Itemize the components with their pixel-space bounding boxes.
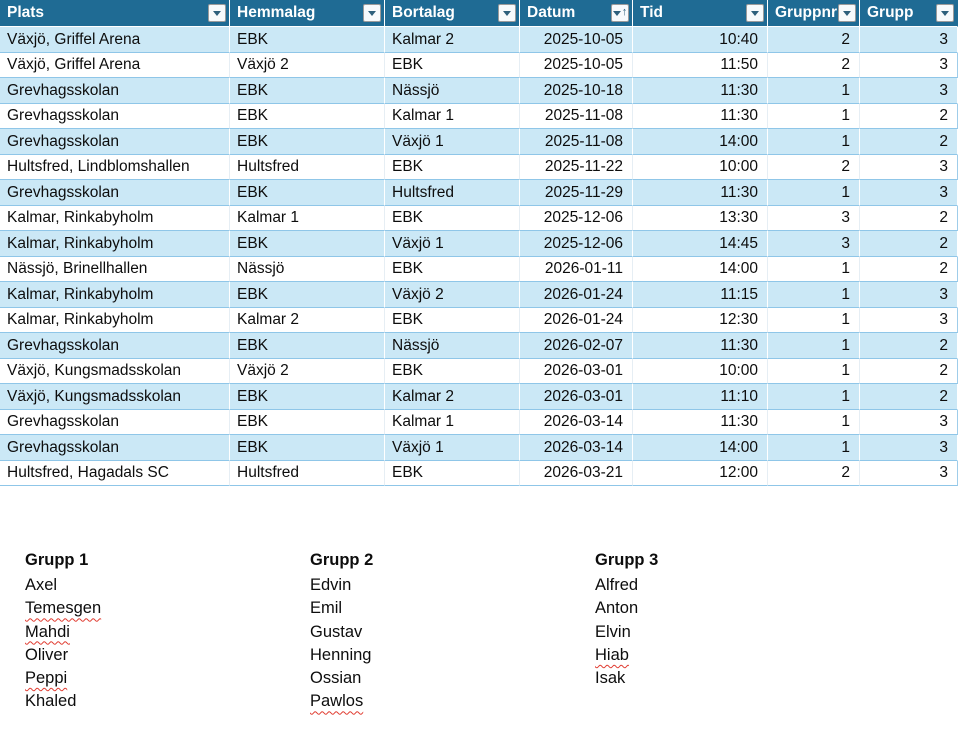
filter-dropdown-button[interactable] xyxy=(363,4,381,22)
misspelled-word: Temesgen xyxy=(25,599,102,618)
cell-gruppnr[interactable]: 1 xyxy=(768,282,860,308)
cell-hemmalag[interactable]: EBK xyxy=(230,410,385,436)
misspelled-word: Peppi xyxy=(25,669,68,688)
cell-tid[interactable]: 10:00 xyxy=(633,359,768,385)
cell-bortalag[interactable]: Växjö 2 xyxy=(385,282,520,308)
cell-hemmalag[interactable]: Kalmar 1 xyxy=(230,206,385,232)
player-name: Axel xyxy=(25,576,58,594)
cell-hemmalag[interactable]: EBK xyxy=(230,104,385,130)
table-row xyxy=(0,308,958,334)
cell-bortalag[interactable]: Kalmar 1 xyxy=(385,410,520,436)
filter-dropdown-button[interactable] xyxy=(838,4,856,22)
player-name xyxy=(25,621,310,644)
cell-datum[interactable]: 2025-12-06 xyxy=(520,231,633,257)
cell-datum[interactable]: 2026-01-24 xyxy=(520,308,633,334)
cell-plats[interactable]: Växjö, Griffel Arena xyxy=(0,27,230,53)
cell-tid[interactable]: 11:30 xyxy=(633,180,768,206)
cell-bortalag[interactable]: EBK xyxy=(385,308,520,334)
column-header-label: Grupp xyxy=(867,4,914,22)
table-row xyxy=(0,129,958,155)
player-name: Isak xyxy=(595,669,626,688)
table-row xyxy=(0,231,958,257)
group-title: Grupp 1 xyxy=(25,551,89,569)
player-name xyxy=(25,667,310,690)
column-header-hemmalag[interactable] xyxy=(230,0,385,27)
cell-plats[interactable]: Kalmar, Rinkabyholm xyxy=(0,231,230,257)
cell-bortalag[interactable]: Nässjö xyxy=(385,78,520,104)
sort-ascending-icon: ↑ xyxy=(621,5,628,18)
cell-hemmalag[interactable]: EBK xyxy=(230,180,385,206)
table-row xyxy=(0,78,958,104)
dropdown-arrow-icon xyxy=(843,11,851,16)
cell-bortalag[interactable]: Kalmar 2 xyxy=(385,27,520,53)
cell-grupp[interactable]: 3 xyxy=(860,282,958,308)
cell-datum[interactable]: 2026-03-14 xyxy=(520,410,633,436)
cell-datum[interactable]: 2025-11-08 xyxy=(520,129,633,155)
cell-hemmalag[interactable]: EBK xyxy=(230,231,385,257)
table-row xyxy=(0,155,958,181)
player-groups-section xyxy=(25,548,658,714)
cell-gruppnr[interactable]: 1 xyxy=(768,410,860,436)
cell-bortalag[interactable]: EBK xyxy=(385,359,520,385)
cell-datum[interactable]: 2025-10-05 xyxy=(520,53,633,79)
cell-datum[interactable]: 2025-12-06 xyxy=(520,206,633,232)
cell-bortalag[interactable]: Växjö 1 xyxy=(385,129,520,155)
cell-hemmalag[interactable]: Hultsfred xyxy=(230,461,385,487)
cell-grupp[interactable]: 2 xyxy=(860,231,958,257)
cell-bortalag[interactable]: EBK xyxy=(385,53,520,79)
misspelled-word: Hiab xyxy=(595,645,629,664)
cell-hemmalag[interactable]: EBK xyxy=(230,27,385,53)
table-row xyxy=(0,104,958,130)
cell-plats[interactable]: Grevhagsskolan xyxy=(0,435,230,461)
cell-grupp[interactable]: 3 xyxy=(860,155,958,181)
cell-bortalag[interactable]: Kalmar 1 xyxy=(385,104,520,130)
player-name: Khaled xyxy=(25,692,77,711)
cell-plats[interactable]: Kalmar, Rinkabyholm xyxy=(0,308,230,334)
cell-bortalag[interactable]: EBK xyxy=(385,155,520,181)
player-name: Emil xyxy=(310,599,343,618)
player-name: Anton xyxy=(595,599,639,618)
cell-datum[interactable]: 2026-03-14 xyxy=(520,435,633,461)
cell-gruppnr[interactable]: 1 xyxy=(768,180,860,206)
player-name xyxy=(25,597,310,620)
cell-plats[interactable]: Grevhagsskolan xyxy=(0,410,230,436)
cell-datum[interactable]: 2025-10-05 xyxy=(520,27,633,53)
table-row xyxy=(0,435,958,461)
cell-tid[interactable]: 12:30 xyxy=(633,308,768,334)
group-3-list xyxy=(595,548,658,714)
cell-grupp[interactable]: 2 xyxy=(860,257,958,283)
cell-gruppnr[interactable]: 1 xyxy=(768,435,860,461)
cell-hemmalag[interactable]: EBK xyxy=(230,384,385,410)
cell-grupp[interactable]: 2 xyxy=(860,333,958,359)
dropdown-arrow-icon xyxy=(503,11,511,16)
cell-gruppnr[interactable]: 3 xyxy=(768,231,860,257)
cell-grupp[interactable]: 3 xyxy=(860,53,958,79)
cell-plats[interactable]: Växjö, Griffel Arena xyxy=(0,53,230,79)
column-header-gruppnr[interactable] xyxy=(768,0,860,27)
cell-gruppnr[interactable]: 2 xyxy=(768,155,860,181)
column-header-label: Plats xyxy=(7,4,45,22)
column-header-plats[interactable] xyxy=(0,0,230,27)
cell-bortalag[interactable]: EBK xyxy=(385,257,520,283)
cell-hemmalag[interactable]: Hultsfred xyxy=(230,155,385,181)
misspelled-word: Pawlos xyxy=(310,692,364,711)
cell-plats[interactable]: Kalmar, Rinkabyholm xyxy=(0,206,230,232)
cell-tid[interactable]: 11:30 xyxy=(633,78,768,104)
cell-plats[interactable]: Grevhagsskolan xyxy=(0,333,230,359)
filter-dropdown-button[interactable] xyxy=(498,4,516,22)
cell-grupp[interactable]: 2 xyxy=(860,104,958,130)
column-header-bortalag[interactable] xyxy=(385,0,520,27)
cell-hemmalag[interactable]: EBK xyxy=(230,333,385,359)
group-title: Grupp 2 xyxy=(310,551,374,569)
cell-grupp[interactable]: 3 xyxy=(860,435,958,461)
table-header-row xyxy=(0,0,958,27)
cell-tid[interactable]: 14:00 xyxy=(633,257,768,283)
player-name: Gustav xyxy=(310,622,363,641)
cell-plats[interactable]: Växjö, Kungsmadsskolan xyxy=(0,384,230,410)
cell-datum[interactable]: 2026-01-24 xyxy=(520,282,633,308)
cell-tid[interactable]: 11:10 xyxy=(633,384,768,410)
column-header-label: Datum xyxy=(527,4,576,22)
cell-gruppnr[interactable]: 1 xyxy=(768,333,860,359)
cell-grupp[interactable]: 2 xyxy=(860,129,958,155)
cell-grupp[interactable]: 2 xyxy=(860,206,958,232)
cell-plats[interactable]: Grevhagsskolan xyxy=(0,78,230,104)
cell-datum[interactable]: 2025-11-22 xyxy=(520,155,633,181)
cell-tid[interactable]: 10:40 xyxy=(633,27,768,53)
cell-grupp[interactable]: 3 xyxy=(860,78,958,104)
table-row xyxy=(0,461,958,487)
cell-plats[interactable]: Växjö, Kungsmadsskolan xyxy=(0,359,230,385)
cell-gruppnr[interactable]: 1 xyxy=(768,104,860,130)
cell-bortalag[interactable]: Växjö 1 xyxy=(385,435,520,461)
cell-plats[interactable]: Hultsfred, Hagadals SC xyxy=(0,461,230,487)
cell-plats[interactable]: Grevhagsskolan xyxy=(0,104,230,130)
misspelled-word: Mahdi xyxy=(25,622,70,641)
cell-tid[interactable]: 10:00 xyxy=(633,155,768,181)
cell-plats[interactable]: Kalmar, Rinkabyholm xyxy=(0,282,230,308)
cell-tid[interactable]: 13:30 xyxy=(633,206,768,232)
cell-hemmalag[interactable]: EBK xyxy=(230,282,385,308)
cell-datum[interactable]: 2025-11-08 xyxy=(520,104,633,130)
cell-hemmalag[interactable]: EBK xyxy=(230,129,385,155)
column-header-label: Tid xyxy=(640,4,663,22)
cell-grupp[interactable]: 3 xyxy=(860,410,958,436)
cell-plats[interactable]: Hultsfred, Lindblomshallen xyxy=(0,155,230,181)
cell-grupp[interactable]: 3 xyxy=(860,27,958,53)
cell-bortalag[interactable]: Växjö 1 xyxy=(385,231,520,257)
table-row xyxy=(0,180,958,206)
cell-hemmalag[interactable]: Växjö 2 xyxy=(230,359,385,385)
cell-datum[interactable]: 2026-01-11 xyxy=(520,257,633,283)
player-name xyxy=(310,690,595,713)
cell-hemmalag[interactable]: Växjö 2 xyxy=(230,53,385,79)
cell-gruppnr[interactable]: 1 xyxy=(768,129,860,155)
table-row xyxy=(0,384,958,410)
cell-datum[interactable]: 2025-11-29 xyxy=(520,180,633,206)
cell-tid[interactable]: 11:30 xyxy=(633,104,768,130)
cell-gruppnr[interactable]: 2 xyxy=(768,53,860,79)
dropdown-arrow-icon xyxy=(941,11,949,16)
filter-dropdown-button[interactable] xyxy=(746,4,764,22)
cell-grupp[interactable]: 3 xyxy=(860,308,958,334)
cell-bortalag[interactable]: EBK xyxy=(385,461,520,487)
column-header-label: Gruppnr xyxy=(775,4,837,22)
dropdown-arrow-icon xyxy=(751,11,759,16)
filter-dropdown-button[interactable] xyxy=(208,4,226,22)
table-row xyxy=(0,257,958,283)
cell-grupp[interactable]: 2 xyxy=(860,384,958,410)
cell-datum[interactable]: 2026-03-01 xyxy=(520,384,633,410)
cell-gruppnr[interactable]: 1 xyxy=(768,257,860,283)
group-2-list xyxy=(310,548,595,714)
cell-datum[interactable]: 2026-03-01 xyxy=(520,359,633,385)
group-title: Grupp 3 xyxy=(595,551,659,569)
cell-gruppnr[interactable]: 1 xyxy=(768,308,860,334)
cell-hemmalag[interactable]: Kalmar 2 xyxy=(230,308,385,334)
cell-hemmalag[interactable]: EBK xyxy=(230,435,385,461)
cell-gruppnr[interactable]: 2 xyxy=(768,461,860,487)
table-row xyxy=(0,53,958,79)
player-name: Edvin xyxy=(310,576,352,594)
table-row xyxy=(0,27,958,53)
dropdown-arrow-icon xyxy=(368,11,376,16)
cell-bortalag[interactable]: Nässjö xyxy=(385,333,520,359)
filter-dropdown-button-sorted[interactable] xyxy=(611,4,629,22)
filter-dropdown-button[interactable] xyxy=(936,4,954,22)
player-name: Oliver xyxy=(25,645,69,664)
cell-bortalag[interactable]: Hultsfred xyxy=(385,180,520,206)
cell-datum[interactable]: 2026-02-07 xyxy=(520,333,633,359)
table-row xyxy=(0,333,958,359)
player-name xyxy=(595,644,658,667)
cell-gruppnr[interactable]: 1 xyxy=(768,359,860,385)
cell-tid[interactable]: 11:30 xyxy=(633,410,768,436)
table-row xyxy=(0,282,958,308)
cell-tid[interactable]: 12:00 xyxy=(633,461,768,487)
column-header-datum[interactable] xyxy=(520,0,633,27)
player-name: Ossian xyxy=(310,669,362,688)
column-header-grupp[interactable] xyxy=(860,0,958,27)
cell-gruppnr[interactable]: 1 xyxy=(768,78,860,104)
cell-hemmalag[interactable]: EBK xyxy=(230,78,385,104)
cell-tid[interactable]: 14:00 xyxy=(633,435,768,461)
column-header-label: Bortalag xyxy=(392,4,455,22)
cell-tid[interactable]: 14:00 xyxy=(633,129,768,155)
cell-tid[interactable]: 11:50 xyxy=(633,53,768,79)
cell-tid[interactable]: 11:15 xyxy=(633,282,768,308)
column-header-tid[interactable] xyxy=(633,0,768,27)
cell-bortalag[interactable]: EBK xyxy=(385,206,520,232)
cell-tid[interactable]: 11:30 xyxy=(633,333,768,359)
dropdown-arrow-icon xyxy=(613,11,621,16)
cell-grupp[interactable]: 3 xyxy=(860,180,958,206)
player-name: Elvin xyxy=(595,622,631,641)
cell-gruppnr[interactable]: 3 xyxy=(768,206,860,232)
cell-gruppnr[interactable]: 1 xyxy=(768,384,860,410)
cell-plats[interactable]: Grevhagsskolan xyxy=(0,180,230,206)
player-name: Henning xyxy=(310,645,372,664)
cell-grupp[interactable]: 3 xyxy=(860,461,958,487)
table-row xyxy=(0,410,958,436)
cell-gruppnr[interactable]: 2 xyxy=(768,27,860,53)
group-1-list xyxy=(25,548,310,714)
cell-bortalag[interactable]: Kalmar 2 xyxy=(385,384,520,410)
column-header-label: Hemmalag xyxy=(237,4,316,22)
player-name: Alfred xyxy=(595,576,639,594)
table-row xyxy=(0,206,958,232)
cell-grupp[interactable]: 2 xyxy=(860,359,958,385)
table-row xyxy=(0,359,958,385)
cell-hemmalag[interactable]: Nässjö xyxy=(230,257,385,283)
cell-plats[interactable]: Grevhagsskolan xyxy=(0,129,230,155)
cell-datum[interactable]: 2026-03-21 xyxy=(520,461,633,487)
dropdown-arrow-icon xyxy=(213,11,221,16)
cell-tid[interactable]: 14:45 xyxy=(633,231,768,257)
cell-plats[interactable]: Nässjö, Brinellhallen xyxy=(0,257,230,283)
cell-datum[interactable]: 2025-10-18 xyxy=(520,78,633,104)
